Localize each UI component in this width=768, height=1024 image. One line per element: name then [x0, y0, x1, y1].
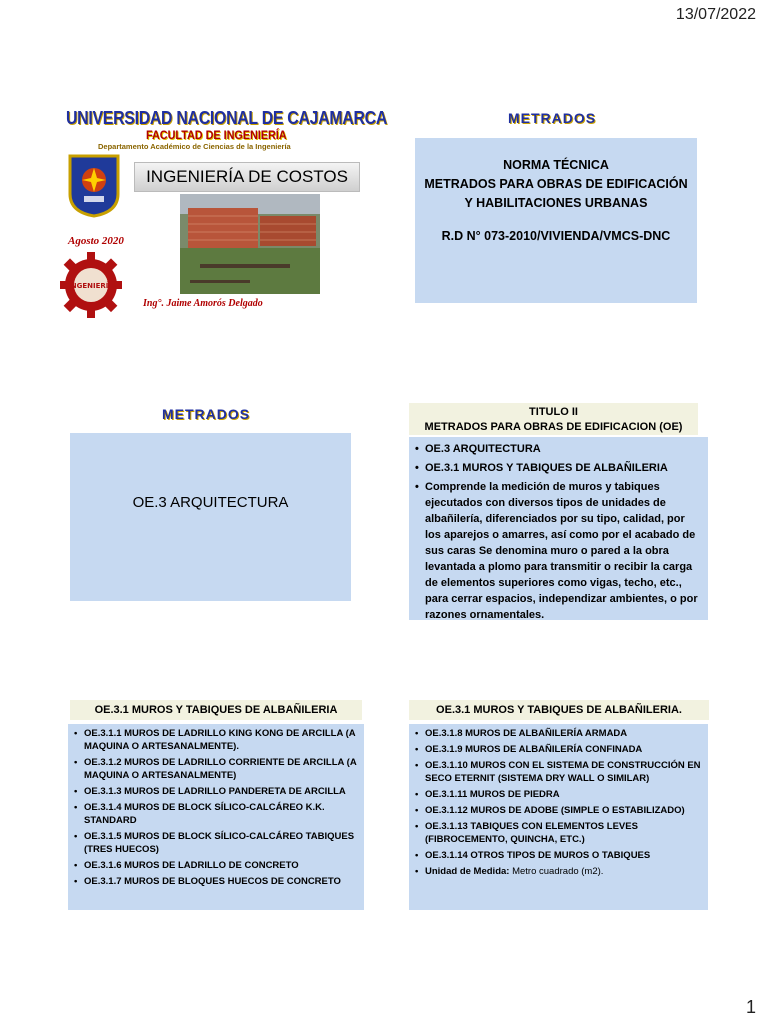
list-item: • OE.3.1.1 MUROS DE LADRILLO KING KONG DE ARCILLA (A MAQUINA O ARTESANALMENTE).	[74, 727, 358, 753]
course-title: INGENIERÍA DE COSTOS	[134, 162, 360, 192]
list-item: • OE.3.1 MUROS Y TABIQUES DE ALBAÑILERIA	[415, 460, 702, 476]
list-item: • OE.3.1.8 MUROS DE ALBAÑILERÍA ARMADA	[415, 727, 702, 740]
unit-label: Unidad de Medida:	[425, 866, 510, 877]
list-item: • OE.3.1.2 MUROS DE LADRILLO CORRIENTE DE ARCILLA (A MAQUINA O ARTESANALMENTE)	[74, 756, 358, 782]
norma-line-4: R.D N° 073-2010/VIVIENDA/VMCS-DNC	[441, 229, 671, 243]
content-box	[409, 437, 708, 620]
arquitectura-box	[70, 433, 351, 601]
presentation-date: Agosto 2020	[68, 235, 124, 247]
norma-line-1: NORMA TÉCNICA	[503, 158, 609, 172]
list-item: • OE.3.1.10 MUROS CON EL SISTEMA DE CONSTRUCCIÓN EN SECO ETERNIT (SISTEMA DRY WALL O SIMILAR)	[415, 759, 702, 785]
list-item-unit	[415, 865, 702, 878]
brick-wall-photo	[180, 194, 320, 294]
list-item: • OE.3.1.14 OTROS TIPOS DE MUROS O TABIQUES	[415, 849, 702, 862]
titulo-line-1: TITULO II	[529, 406, 578, 418]
arquitectura-text: OE.3 ARQUITECTURA	[132, 493, 289, 511]
list-item: • Comprende la medición de muros y tabiques ejecutados con diversos tipos de unidades de albañilería, diferenciados por su tipo, calidad, por los aparejos o amarres, así como por el acabado de sus caras Se denomina muro o pared a la obra levantada a plomo para transmitir o recibir la carga de elementos superiores como vigas, techo, etc., para cerrar espacios, independizar ambientes, o por razones ornamentales.	[415, 479, 702, 623]
section-title: OE.3.1 MUROS Y TABIQUES DE ALBAÑILERIA	[70, 700, 362, 720]
list-item: • OE.3.1.3 MUROS DE LADRILLO PANDERETA DE ARCILLA	[74, 785, 358, 798]
slide-heading: METRADOS	[508, 110, 597, 126]
titulo-line-2: METRADOS PARA OBRAS DE EDIFICACION (OE)	[424, 421, 683, 433]
list-item: • OE.3.1.7 MUROS DE BLOQUES HUECOS DE CONCRETO	[74, 875, 358, 888]
list-item: • OE.3.1.9 MUROS DE ALBAÑILERÍA CONFINADA	[415, 743, 702, 756]
list-item: • OE.3.1.13 TABIQUES CON ELEMENTOS LEVES (FIBROCEMENTO, QUINCHA, ETC.)	[415, 820, 702, 846]
page-number: 1	[745, 997, 756, 1017]
list-item: • OE.3.1.6 MUROS DE LADRILLO DE CONCRETO	[74, 859, 358, 872]
norma-tecnica-box	[415, 138, 697, 303]
norma-line-2: METRADOS PARA OBRAS DE EDIFICACIÓN	[424, 177, 688, 191]
university-title: UNIVERSIDAD NACIONAL DE CAJAMARCA	[66, 108, 388, 128]
department-title: Departamento Académico de Ciencias de la Ingeniería	[98, 142, 291, 151]
list-item: • OE.3.1.5 MUROS DE BLOCK SÍLICO-CALCÁREO TABIQUES (TRES HUECOS)	[74, 830, 358, 856]
content-box	[68, 724, 364, 910]
list-item: • OE.3.1.4 MUROS DE BLOCK SÍLICO-CALCÁREO K.K. STANDARD	[74, 801, 358, 827]
section-title: OE.3.1 MUROS Y TABIQUES DE ALBAÑILERIA.	[409, 700, 709, 720]
unit-value: Metro cuadrado (m2).	[512, 866, 604, 877]
university-shield-icon	[68, 154, 120, 218]
norma-line-3: Y HABILITACIONES URBANAS	[464, 196, 648, 210]
list-item: • OE.3.1.12 MUROS DE ADOBE (SIMPLE O ESTABILIZADO)	[415, 804, 702, 817]
print-date: 13/07/2022	[675, 6, 756, 23]
slide-heading: METRADOS	[162, 406, 251, 422]
gear-logo-label: INGENIERÍA	[68, 282, 114, 290]
list-item: • OE.3.1.11 MUROS DE PIEDRA	[415, 788, 702, 801]
engineering-gear-logo-icon	[52, 252, 130, 318]
content-box	[409, 724, 708, 910]
titulo-box	[409, 403, 698, 435]
engineer-name: Ing°. Jaime Amorós Delgado	[143, 298, 263, 309]
faculty-title: FACULTAD DE INGENIERÍA	[146, 128, 287, 142]
list-item: • OE.3 ARQUITECTURA	[415, 441, 702, 457]
